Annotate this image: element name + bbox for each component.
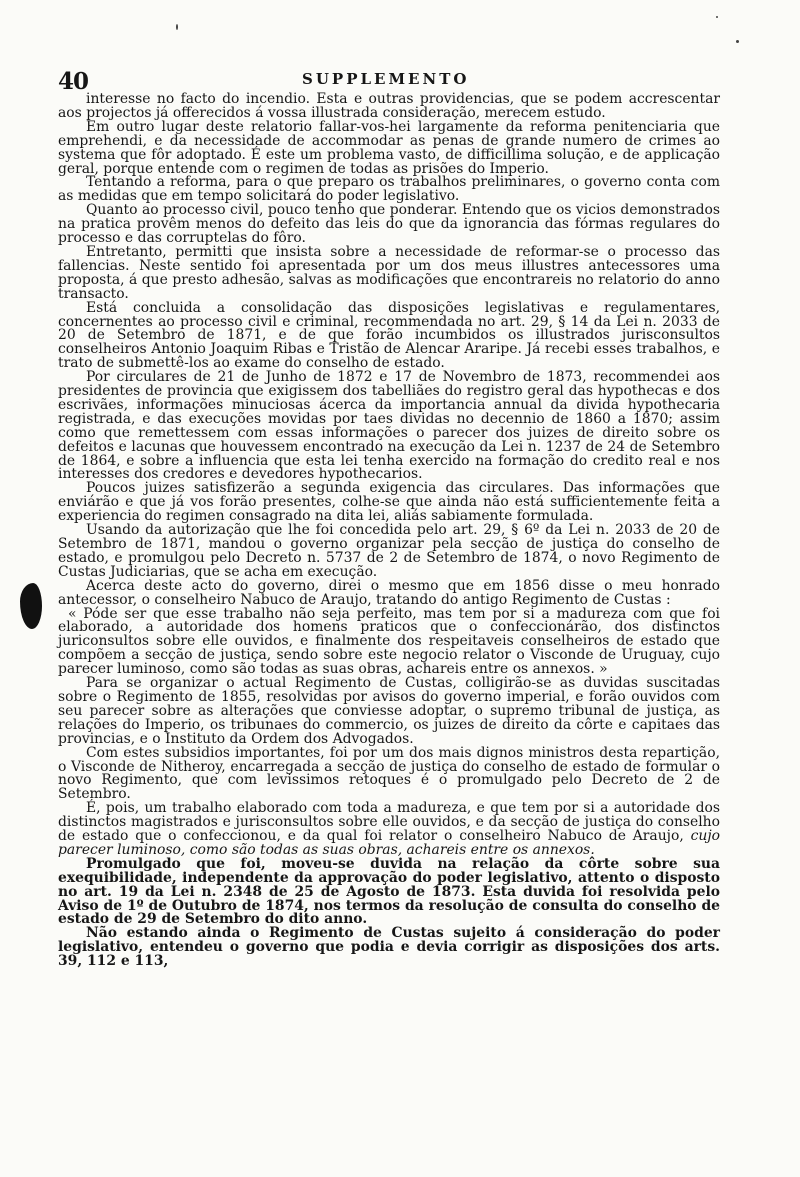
paragraph-2: Em outro lugar deste relatorio fallar-vos-hei largamente da reforma penitenciaria que emprehendi, e da necessidade de accommodar as penas de grande numero de crimes ao systema que fôr adoptado. É este um problema vasto, de difficillima solução, e de applicação geral, porque entende com o regimen de todas as prisões do Imperio. xyxy=(58,118,720,177)
page-number: 40 xyxy=(58,68,89,95)
paragraph-8: Poucos juizes satisfizerão a segunda exigencia das circulares. Das informações que enviárão e que já vos forão presentes, colhe-se que ainda não está sufficientemente feita a experiencia do regimen consagrado na dita lei, aliás sabiamente formulada. xyxy=(58,480,720,525)
paragraph-9: Usando da autorização que lhe foi concedida pelo art. 29, § 6º da Lei n. 2033 de 20 de Setembro de 1871, mandou o governo organizar pela secção de justiça do conselho de estado, e promulgou pelo Decreto n. 5737 de 2 de Setembro de 1874, o novo Regimento de Custas Judiciarias, que se acha em execução. xyxy=(58,522,720,580)
paragraph-14 xyxy=(58,802,720,858)
quotation-paragraph: « Póde ser que esse trabalho não seja perfeito, mas tem por si a madureza com que foi elaborado, a autoridade dos homens praticos que o confeccionárão, dos distinctos juriconsultos sobre elle ouvidos, e finalmente dos respeitaveis conselheiros de estado que compõem a secção de justiça, sendo sobre este negocio relator o Visconde de Uruguay, cujo parecer luminoso, como são todas as suas obras, achareis entre os annexos. » xyxy=(58,605,720,678)
ink-blot xyxy=(20,583,42,629)
paragraph-6: Está concluida a consolidação das disposições legislativas e regulamentares, concernentes ao processo civil e criminal, recommendada no art. 29, § 14 da Lei n. 2033 de 20 de Setembro de 1871, e de que forão incumbidos os illustrados jurisconsultos conselheiros Antonio Joaquim Ribas e Tristão de Alencar Araripe. Já recebi esses trabalhos, e trato de submettê-los ao exame do conselho de estado. xyxy=(58,299,720,372)
paragraph-16: Não estando ainda o Regimento de Custas sujeito á consideração do poder legislativo, entendeu o governo que podia e devia corrigir as disposições dos arts. 39, 112 e 113, xyxy=(58,925,720,970)
paragraph-14-text: É, pois, um trabalho elaborado com toda a madureza, e que tem por si a autoridade dos distinctos magistrados e jurisconsultos sobre elle ouvidos, e da secção de justiça do conselho de estado que o confeccionou, e da qual foi relator o conselheiro Nabuco de Araujo, xyxy=(58,800,720,845)
paragraph-3: Tentando a reforma, para o que preparo os trabalhos preliminares, o governo conta com as medidas que em tempo solicitará do poder legislativo. xyxy=(58,174,720,205)
ink-speck xyxy=(176,24,178,30)
running-head: SUPPLEMENTO xyxy=(302,70,470,88)
paragraph-4: Quanto ao processo civil, pouco tenho que ponderar. Entendo que os vicios demonstrados na pratica provêm menos do defeito das leis do que da ignorancia das fórmas regulares do processo e das corruptelas do fôro. xyxy=(58,202,720,247)
paragraph-13: Com estes subsidios importantes, foi por um dos mais dignos ministros desta repartição, o Visconde de Nitheroy, encarregada a secção de justiça do conselho de estado de formular o novo Regimento, que com levissimos retoques é o promulgado pelo Decreto de 2 de Setembro. xyxy=(58,744,720,803)
paragraph-14-italic: cujo parecer luminoso, como são todas as suas obras, achareis entre os annexos. xyxy=(58,828,720,858)
paragraph-1: interesse no facto do incendio. Esta e outras providencias, que se podem accrescentar aos projectos já offerecidos á vossa illustrada consideração, merecem estudo. xyxy=(58,91,720,121)
ink-speck xyxy=(736,40,739,43)
body-text xyxy=(58,93,720,969)
ink-speck xyxy=(716,16,718,18)
paragraph-7: Por circulares de 21 de Junho de 1872 e 17 de Novembro de 1873, recommendei aos presidentes de provincia que exigissem dos tabelliães do registro geral das hypothecas e dos escrivães, informações minuciosas ácerca da importancia annual da divida hypothecaria registrada, e das execuções movidas por taes dividas no decennio de 1860 a 1870; assim como que remettessem com essas informações o parecer dos juizes de direito sobre os defeitos e lacunas que houvessem encontrado na execução da Lei n. 1237 de 24 de Setembro de 1864, e sobre a influencia que esta lei tenha exercido na formação do credito real e nos interesses dos credores e devedores hypothecarios. xyxy=(58,369,720,483)
paragraph-12: Para se organizar o actual Regimento de Custas, colligirão-se as duvidas suscitadas sobre o Regimento de 1855, resolvidas por avisos do governo imperial, e forão ouvidos com seu parecer sobre as alterações que conviesse adoptar, o supremo tribunal de justiça, as relações do Imperio, os tribunaes do commercio, os juizes de direito da côrte e capitaes das provincias, e o Instituto da Ordem dos Advogados. xyxy=(58,675,720,747)
paragraph-15: Promulgado que foi, moveu-se duvida na relação da côrte sobre sua exequibilidade, independente da approvação do poder legislativo, attento o disposto no art. 19 da Lei n. 2348 de 25 de Agosto de 1873. Esta duvida foi resolvida pelo Aviso de 1º de Outubro de 1874, nos termos da resolução de consulta do conselho de estado de 29 de Setembro do dito anno. xyxy=(58,855,720,928)
paragraph-5: Entretanto, permitti que insista sobre a necessidade de reformar-se o processo das fallencias. Neste sentido foi apresentada por um dos meus illustres antecessores uma proposta, á que presto adhesão, salvas as modificações que encontrareis no relatorio do anno transacto. xyxy=(58,243,720,302)
paragraph-10: Acerca deste acto do governo, direi o mesmo que em 1856 disse o meu honrado antecessor, o conselheiro Nabuco de Araujo, tratando do antigo Regimento de Custas : xyxy=(58,577,720,608)
